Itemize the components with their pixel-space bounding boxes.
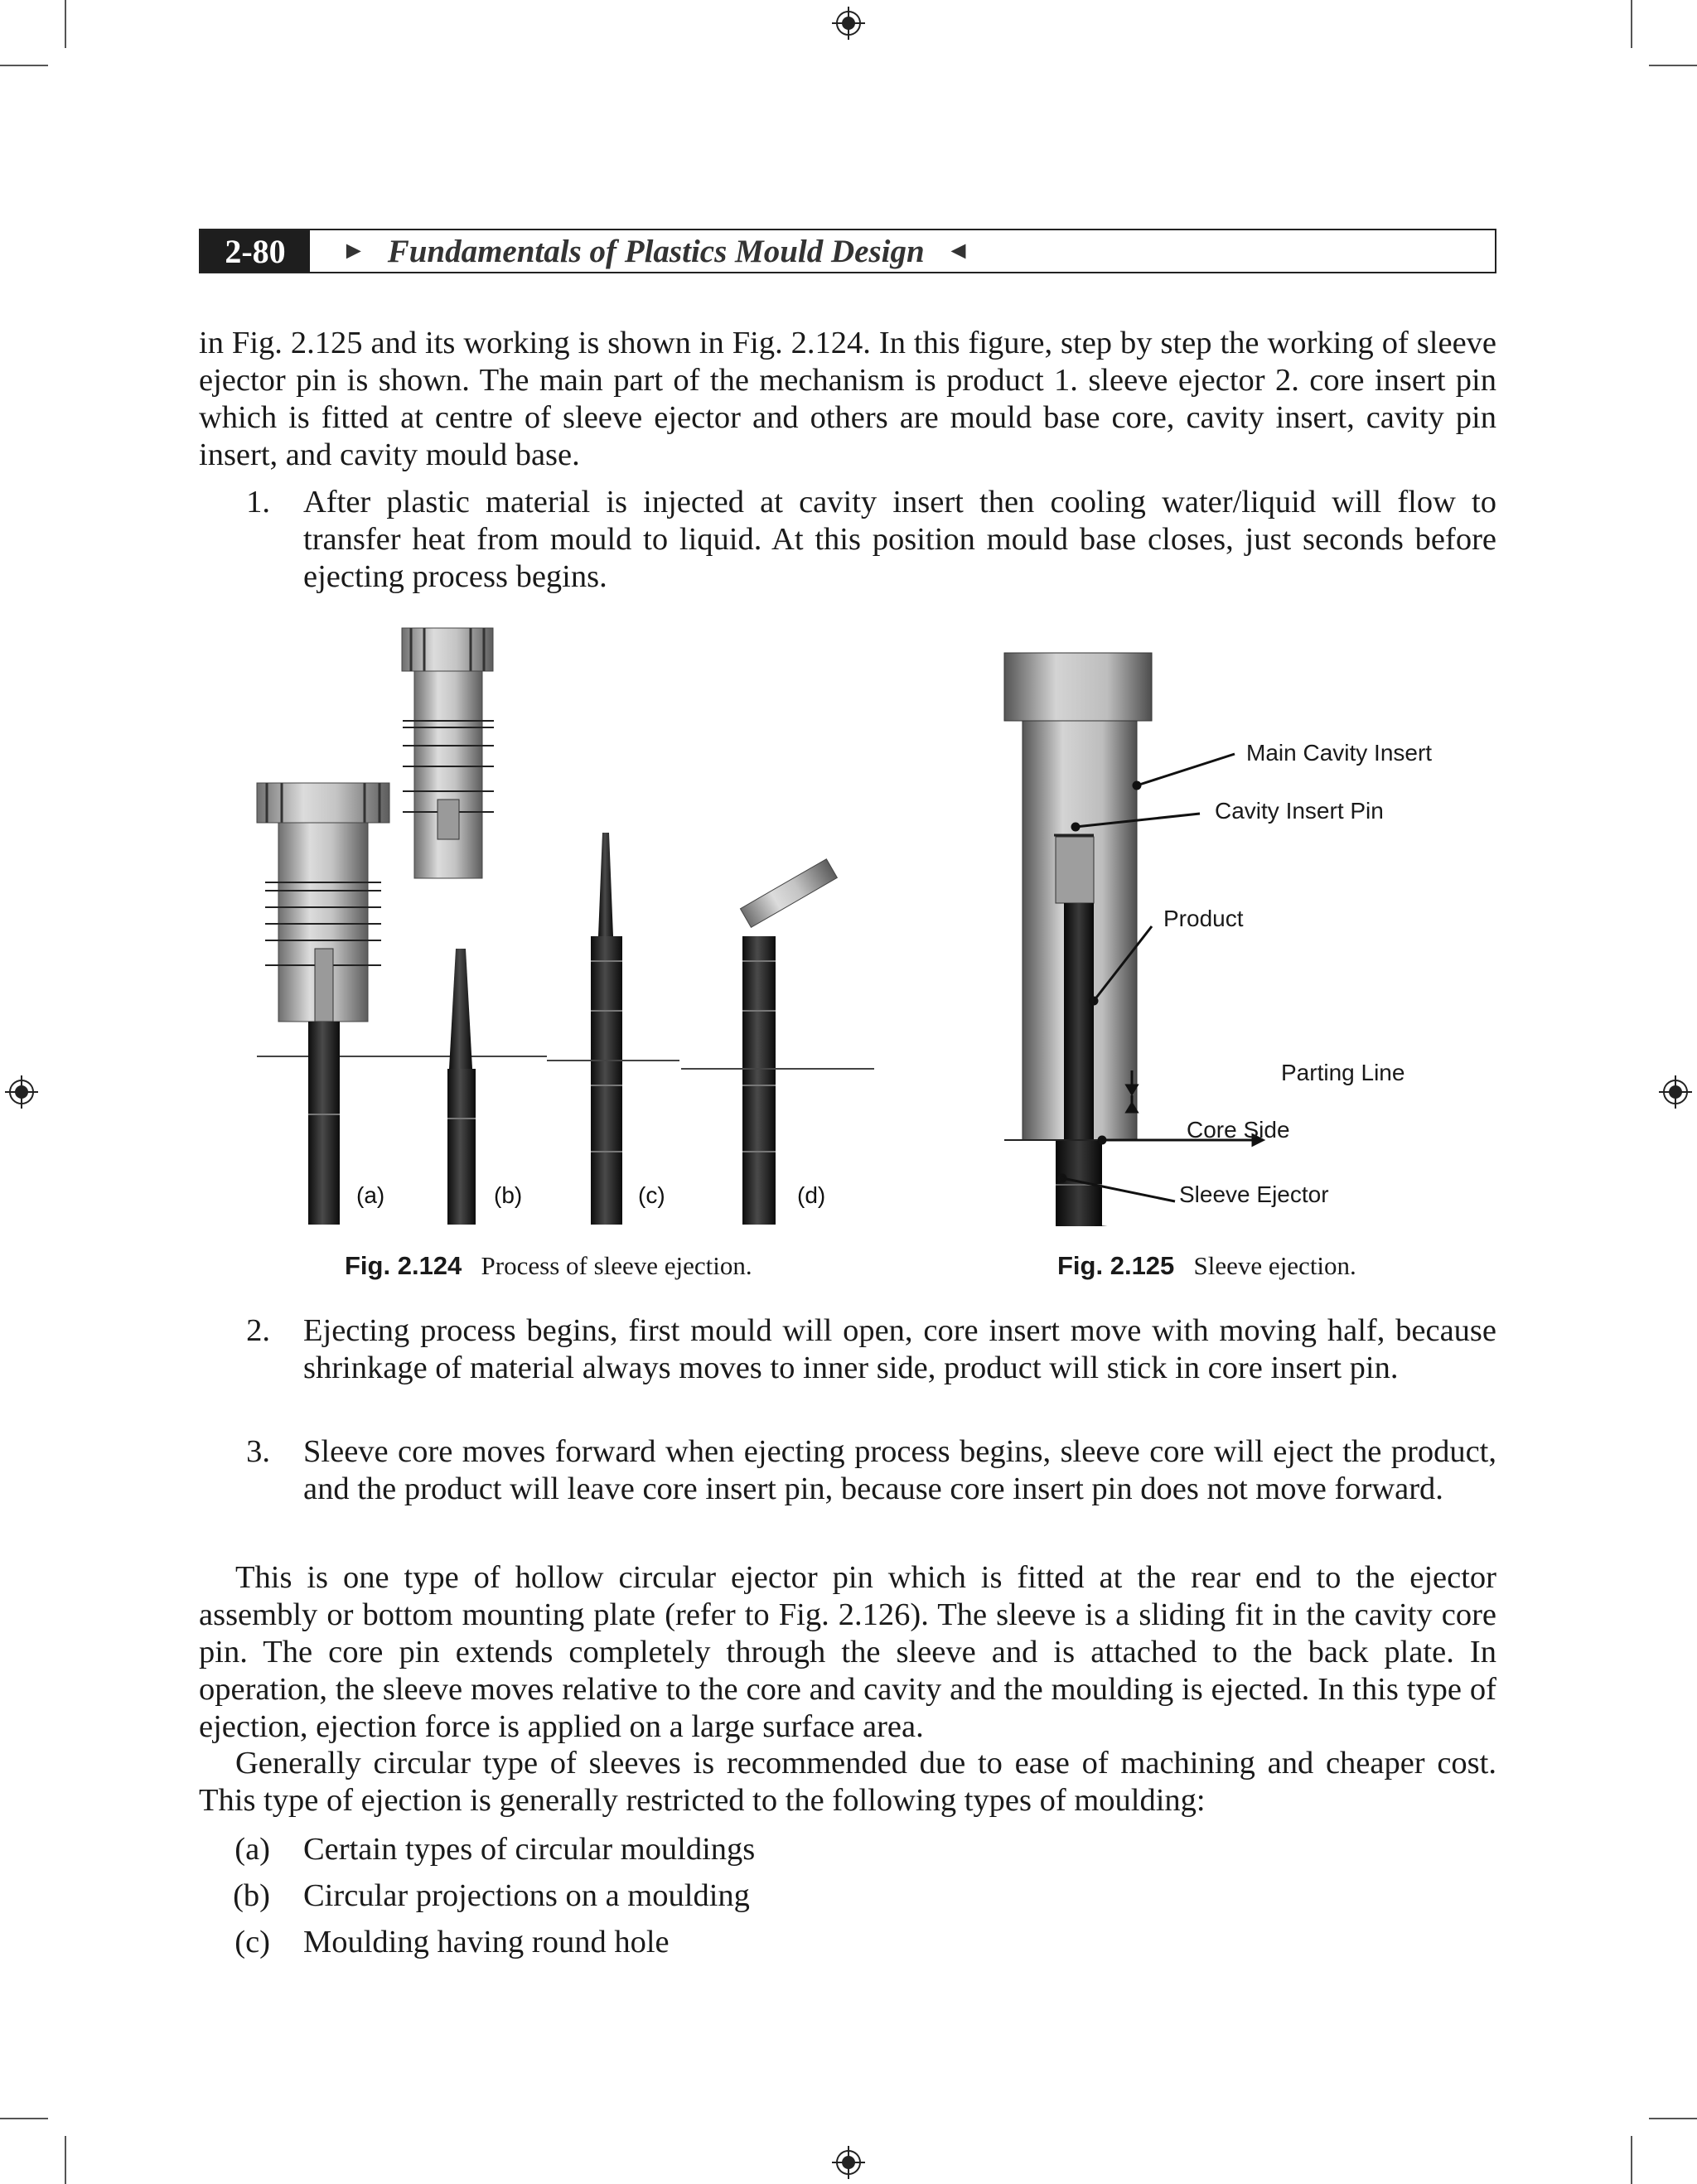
label-core-side: Core Side (1187, 1117, 1290, 1143)
book-title (341, 230, 970, 272)
list-text: After plastic material is injected at cavity insert then cooling water/liquid will flow to transfer heat from mould to liquid. At this position mould base closes, just seconds before ejecting process begins. (303, 485, 1496, 594)
list-text: Moulding having round hole (303, 1925, 670, 1959)
intro-paragraph: in Fig. 2.125 and its working is shown in Fig. 2.124. In this figure, step by step the working of sleeve ejector pin is shown. The main part of the mechanism is product 1. sleeve ejector 2. core insert pin which is fitted at centre of sleeve ejector and others are mould base core, cavity insert, cavity pin insert, and cavity mould base. (199, 326, 1496, 472)
list-text: Sleeve core moves forward when ejecting process begins, sleeve core will eject the product, and the product will leave core insert pin, because core insert pin does not move forward. (303, 1434, 1496, 1506)
list-label: (b) (233, 1878, 270, 1913)
label-sleeve-ejector: Sleeve Ejector (1179, 1181, 1329, 1207)
list-text: Ejecting process begins, first mould will open, core insert move with moving half, because shrinkage of material always moves to inner side, product will stick in core insert pin. (303, 1313, 1496, 1385)
book-title-text: Fundamentals of Plastics Mould Design (387, 233, 925, 269)
label-product: Product (1163, 906, 1244, 931)
list-number: 3. (246, 1434, 270, 1469)
label-main-cavity-insert: Main Cavity Insert (1246, 740, 1433, 766)
right-triangle-icon: ► (341, 237, 366, 264)
page-number: 2-80 (201, 230, 310, 272)
list-text: Certain types of circular mouldings (303, 1832, 756, 1867)
crop-mark (1631, 2136, 1632, 2184)
list-label: (c) (234, 1925, 270, 1959)
body-paragraph: Generally circular type of sleeves is recommended due to ease of machining and cheaper cost. This type of ejection is generally restricted to the following types of moulding: (199, 1746, 1496, 1818)
label-parting-line: Parting Line (1281, 1060, 1405, 1085)
panel-c-assembly (547, 833, 679, 1225)
list-label: (a) (234, 1832, 270, 1867)
crop-mark (1649, 2118, 1697, 2119)
figure-caption (345, 1251, 752, 1281)
figure-caption-text: Process of sleeve ejection. (481, 1251, 752, 1280)
crop-mark (65, 2136, 66, 2184)
list-number: 1. (246, 485, 270, 519)
panel-a-assembly (257, 783, 402, 1225)
registration-mark-icon (1659, 1075, 1692, 1109)
crop-mark (0, 65, 48, 66)
panel-b-assembly (402, 628, 547, 1225)
body-paragraph: This is one type of hollow circular ejector pin which is fitted at the rear end to the ejector assembly or bottom mounting plate (refer to Fig. 2.126). The sleeve is a sliding fit in the cavity core pin. The core pin extends completely through the sleeve and is attached to the back plate. In operation, the sleeve moves relative to the core and cavity and the moulding is ejected. In this type of ejection, ejection force is applied on a large surface area. (199, 1560, 1496, 1744)
panel-label-b: (b) (494, 1182, 523, 1208)
crop-mark (1649, 65, 1697, 66)
figure-2-124 (249, 621, 887, 1226)
crop-mark (0, 2118, 48, 2119)
figure-caption (1057, 1251, 1356, 1281)
crop-mark (65, 0, 66, 48)
list-number: 2. (246, 1313, 270, 1348)
figure-caption-text: Sleeve ejection. (1193, 1251, 1356, 1280)
panel-label-d: (d) (797, 1182, 826, 1208)
figure-number: Fig. 2.125 (1057, 1251, 1175, 1280)
figure-number: Fig. 2.124 (345, 1251, 462, 1280)
registration-mark-icon (5, 1075, 38, 1109)
registration-mark-icon (832, 2146, 865, 2179)
panel-label-a: (a) (356, 1182, 385, 1208)
left-triangle-icon: ◄ (945, 237, 971, 264)
panel-d-assembly (681, 859, 874, 1225)
registration-mark-icon (832, 7, 865, 40)
running-header (199, 229, 1496, 273)
list-text: Circular projections on a moulding (303, 1878, 750, 1913)
crop-mark (1631, 0, 1632, 48)
panel-label-c: (c) (638, 1182, 665, 1208)
label-cavity-insert-pin: Cavity Insert Pin (1215, 798, 1384, 824)
